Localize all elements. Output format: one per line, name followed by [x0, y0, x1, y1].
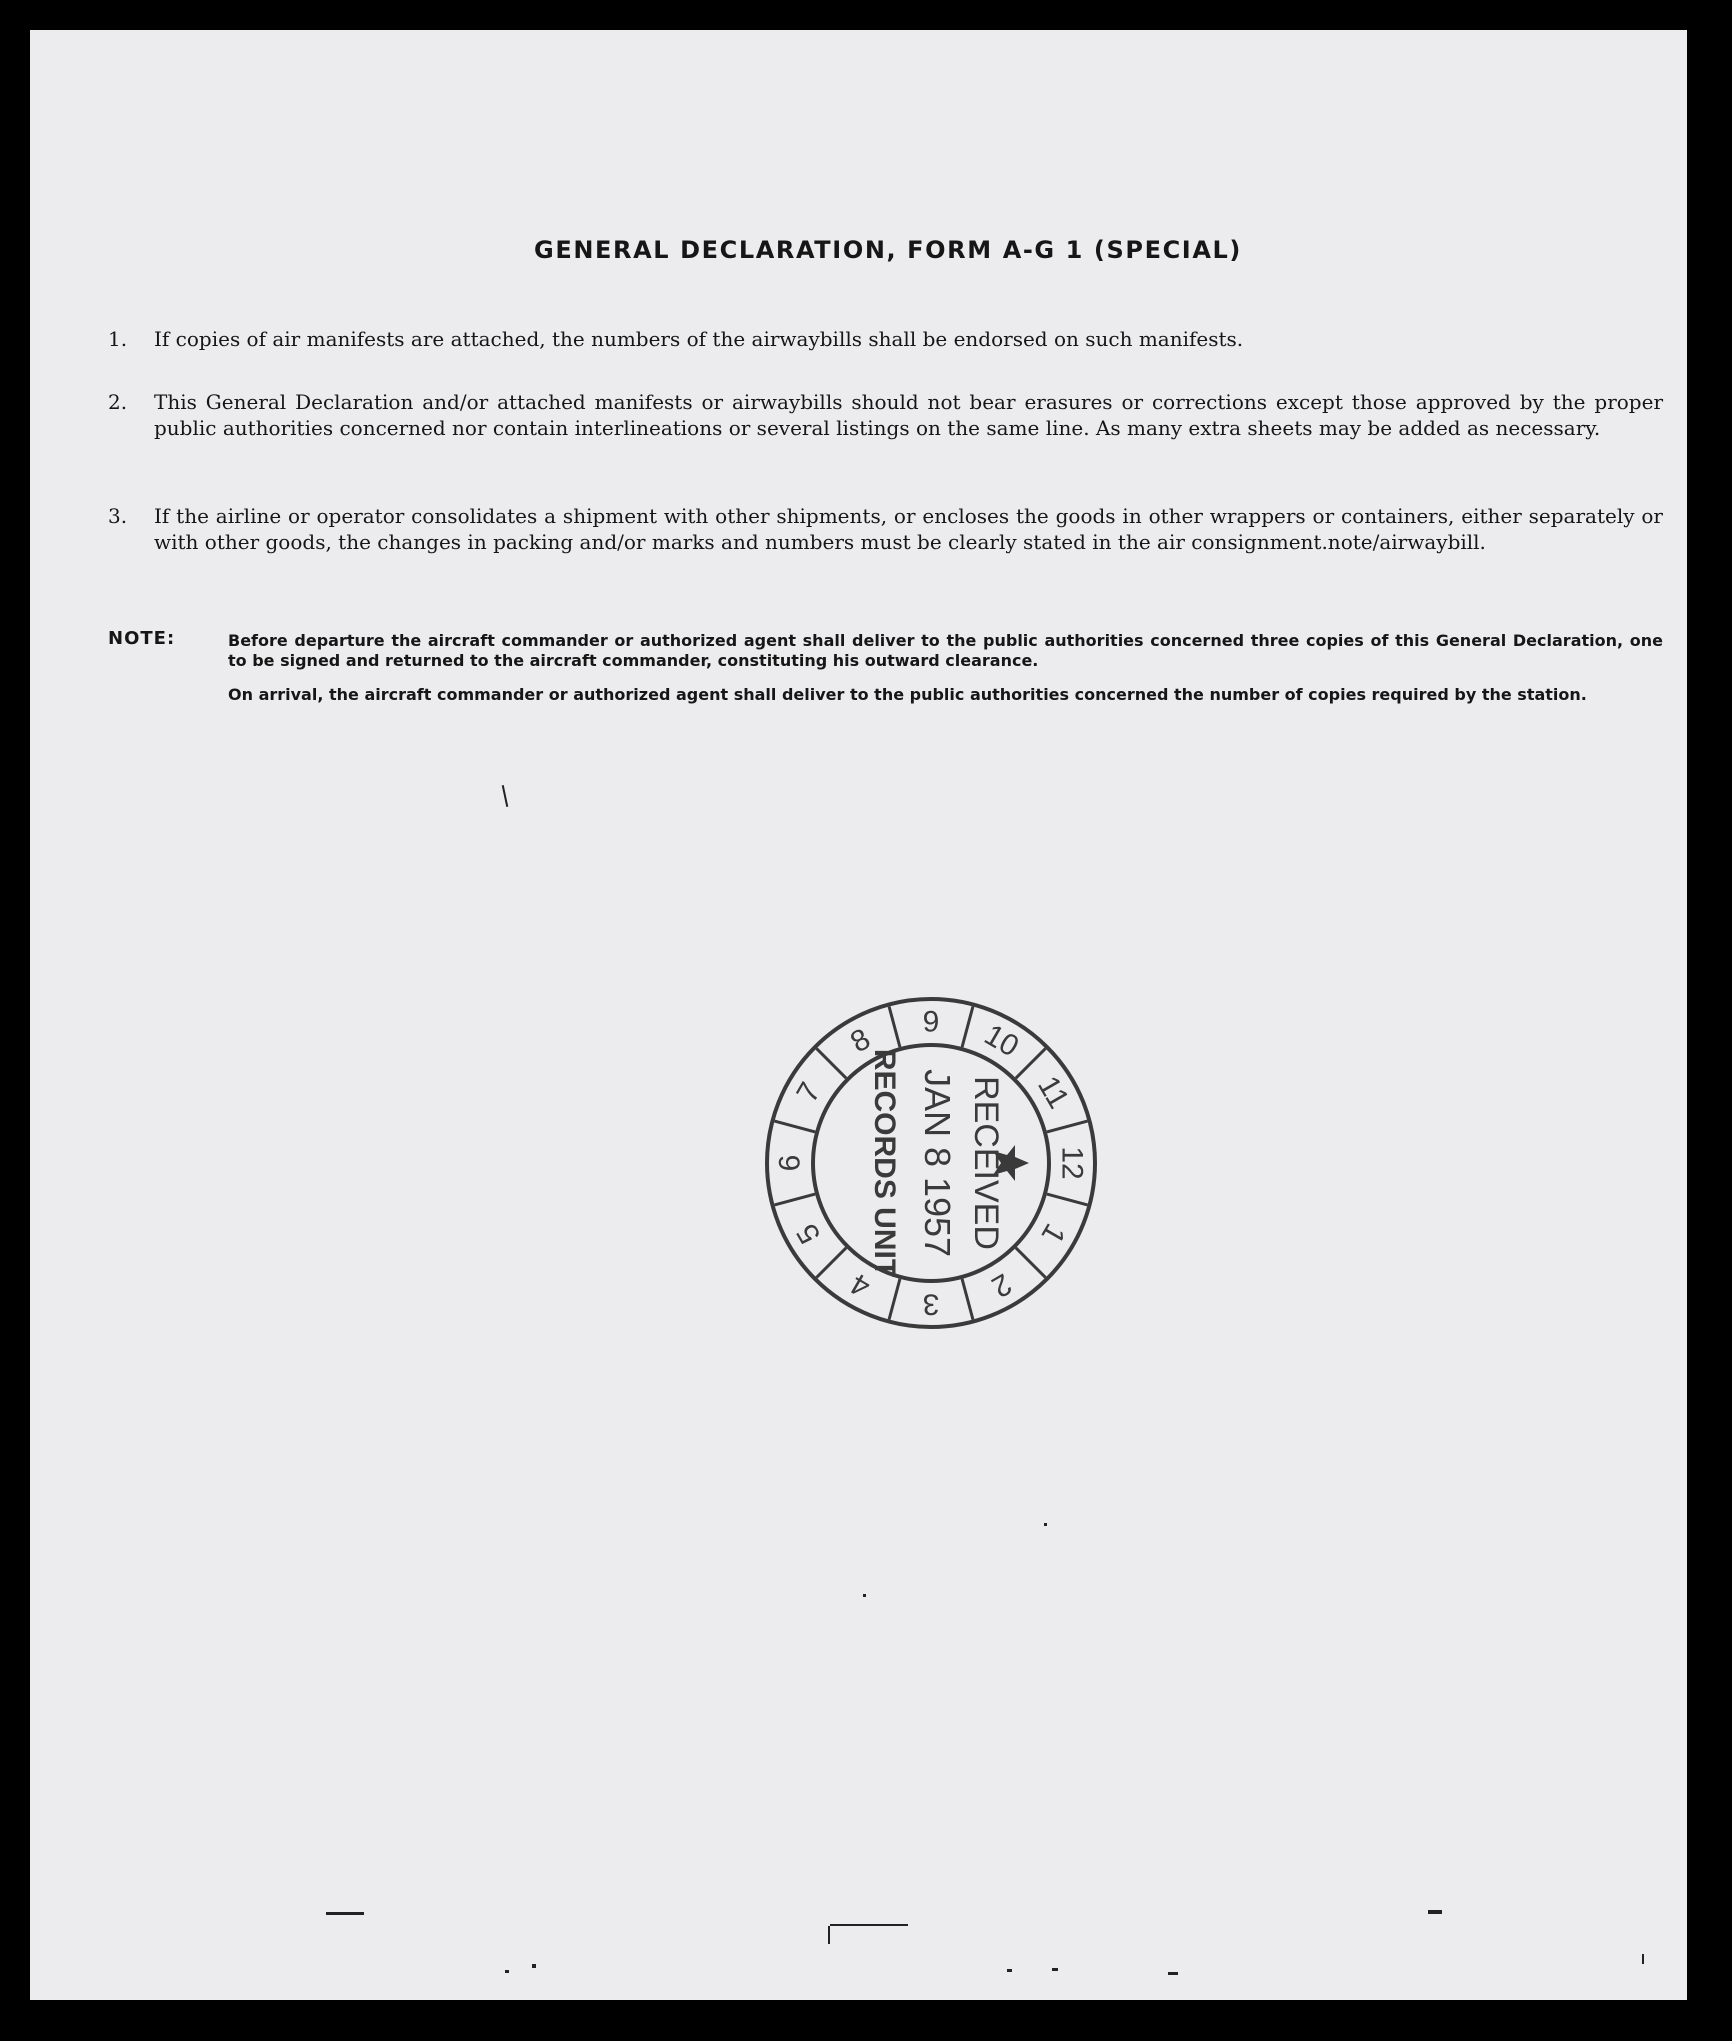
scan-mark [1007, 1969, 1012, 1972]
scan-mark [532, 1964, 536, 1968]
stamp-hour-label: 7 [790, 1077, 828, 1108]
scan-mark [1044, 1523, 1047, 1526]
stamp-tick [1047, 1194, 1088, 1205]
stamp-tick [775, 1194, 816, 1205]
stamp-hour-label: 11 [1031, 1070, 1076, 1115]
scan-mark [828, 1926, 830, 1944]
instruction-item-3 [108, 503, 1663, 555]
item-number: 3. [108, 504, 128, 528]
scan-mark [502, 785, 509, 807]
stamp-hour-label: 4 [845, 1266, 876, 1304]
stamp-center-text [868, 1049, 1029, 1277]
note-paragraph-arrival: On arrival, the aircraft commander or authorized agent shall deliver to the public authorities concerned the number of copies required by the station. [228, 685, 1587, 704]
stamp-tick [962, 1279, 973, 1320]
stamp-unit-label: RECORDS UNIT [868, 1048, 901, 1278]
document-page [30, 30, 1687, 2000]
stamp-tick [816, 1048, 846, 1078]
stamp-tick [889, 1007, 900, 1048]
stamp-tick [1016, 1248, 1046, 1278]
scan-mark [863, 1594, 866, 1597]
stamp-hour-label: 1 [1034, 1218, 1072, 1249]
stamp-hour-label: 9 [922, 1005, 940, 1039]
stamp-hour-label: 8 [845, 1022, 876, 1060]
stamp-tick [775, 1121, 816, 1132]
stamp-received-label: RECEIVED [967, 1076, 1005, 1250]
scan-mark [1642, 1954, 1644, 1964]
stamp-hour-label: 10 [978, 1018, 1025, 1064]
stamp-hour-label: 3 [922, 1287, 940, 1321]
stamp-tick [1047, 1121, 1088, 1132]
scan-mark [505, 1970, 509, 1973]
stamp-hour-label: 6 [773, 1154, 807, 1172]
item-number: 2. [108, 390, 128, 414]
item-text: If the airline or operator consolidates a shipment with other shipments, or encloses the goods in other wrappers or containers, either separately or with other goods, the changes in packing and/or marks and numbers must be clearly stated in the air consignment.note/airwaybill. [154, 504, 1663, 554]
stamp-tick [889, 1279, 900, 1320]
scan-mark [1428, 1910, 1442, 1914]
stamp-tick [962, 1007, 973, 1048]
stamp-hour-label: 5 [790, 1218, 828, 1249]
note-label: NOTE: [108, 628, 176, 649]
received-stamp [751, 991, 1111, 1335]
item-text: This General Declaration and/or attached manifests or airwaybills should not bear erasures or corrections except those approved by the proper public authorities concerned nor contain interlineations or several listings on the same line. As many extra sheets may be added as necessary. [154, 390, 1663, 440]
scan-mark [830, 1924, 908, 1926]
stamp-hour-label: 12 [1055, 1146, 1089, 1180]
stamp-date: JAN 8 1957 [917, 1068, 958, 1258]
stamp-hour-label: 2 [986, 1266, 1017, 1304]
instruction-item-2 [108, 389, 1663, 441]
document-title: GENERAL DECLARATION, FORM A-G 1 (SPECIAL) [534, 236, 1242, 264]
scan-mark [1052, 1968, 1058, 1971]
item-text: If copies of air manifests are attached, the numbers of the airwaybills shall be endorsed on such manifests. [154, 327, 1244, 351]
item-number: 1. [108, 327, 128, 351]
stamp-tick [1016, 1048, 1046, 1078]
note-section [108, 628, 1663, 705]
instruction-item-1 [108, 326, 1663, 352]
note-paragraph-departure: Before departure the aircraft commander or authorized agent shall deliver to the public authorities concerned three copies of this General Declaration, one to be signed and returned to the aircraft commander, constituting his outward clearance. [228, 631, 1663, 670]
scan-mark [1168, 1972, 1178, 1975]
scan-mark [326, 1912, 364, 1915]
stamp-tick [816, 1248, 846, 1278]
